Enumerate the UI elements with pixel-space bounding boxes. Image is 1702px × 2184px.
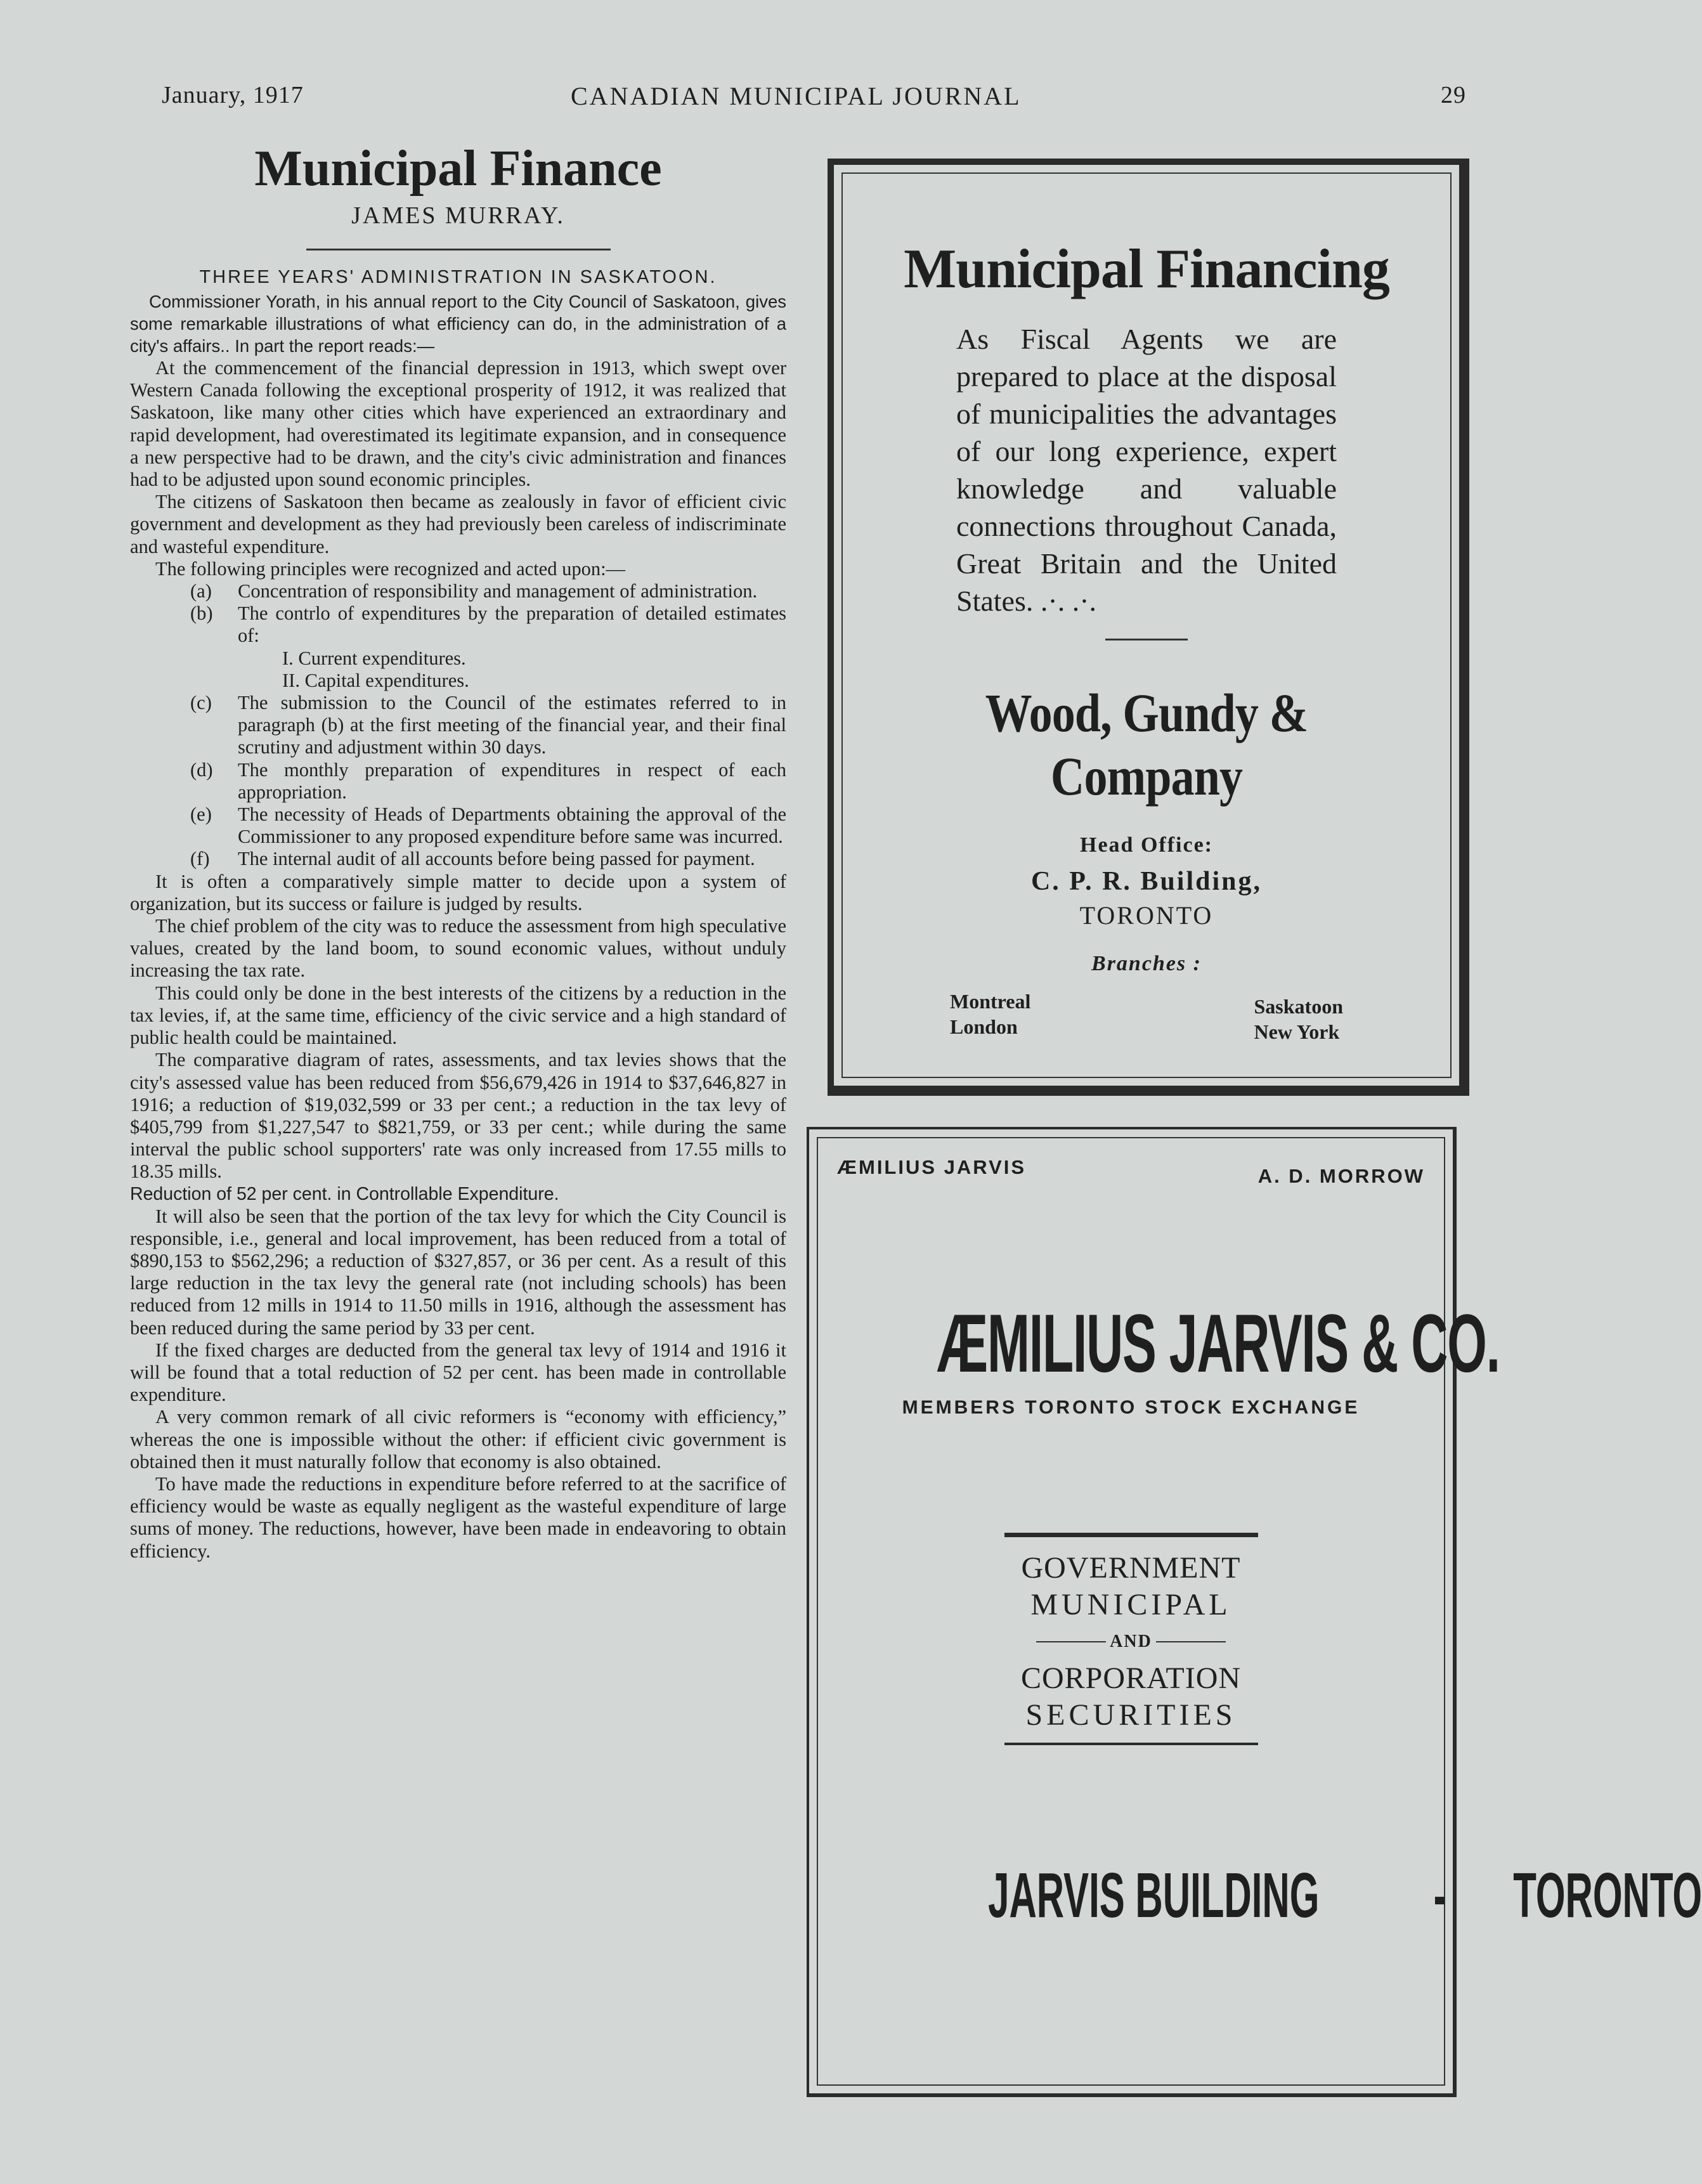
list-item: (d) The monthly preparation of expenditures in respect of each appropriation. [190, 758, 786, 803]
branch-item: Montreal [950, 990, 1031, 1013]
branch-item: Saskatoon [1254, 995, 1343, 1018]
paragraph-10: A very common remark of all civic reformers is “economy with efficiency,” whereas the one is impossible without the other: if efficient civic government is obtained then it must naturally follow that economy is also obtained. [130, 1406, 786, 1472]
article-author: JAMES MURRAY. [351, 202, 565, 229]
list-item: (c) The submission to the Council of the estimates referred to in paragraph (b) at the first meeting of the financial year, and their final scrutiny and adjustment within 30 days. [190, 692, 786, 758]
header-date: January, 1917 [162, 82, 304, 108]
article-title: Municipal Finance [254, 141, 662, 197]
company-name: Wood, Gundy & Company [985, 682, 1308, 807]
paragraph-6: This could only be done in the best interests of the citizens by a reduction in the tax levies, if, at the same time, efficiency of the civic service and a high standard of public health could be maintained. [130, 982, 786, 1049]
title-rule [306, 249, 611, 250]
partner-name-right: A. D. MORROW [1257, 1165, 1425, 1187]
branches-label: Branches : [1091, 952, 1202, 975]
ad-inner-border [841, 172, 1452, 1078]
building-name: JARVIS BUILDING [987, 1860, 1319, 1931]
ad-heading: Municipal Financing [904, 238, 1389, 300]
article-column [130, 140, 786, 1563]
list-item: (b) The contrlo of expenditures by the preparation of detailed estimates of: [190, 602, 786, 647]
list-item: (e) The necessity of Heads of Departments obtaining the approval of the Commissioner to any proposed expenditure before same was incurred. [190, 803, 786, 848]
head-office-city: TORONTO [1079, 901, 1214, 930]
securities-line: MUNICIPAL [1030, 1588, 1231, 1622]
partner-name-left: ÆMILIUS JARVIS [837, 1156, 1027, 1178]
journal-title: CANADIAN MUNICIPAL JOURNAL [571, 82, 1022, 110]
securities-block [818, 1550, 1444, 1734]
sub-item: I. Current expenditures. [282, 647, 466, 669]
branches-list [950, 989, 1343, 1044]
partner-names [818, 1138, 1444, 1188]
building-city: TORONTO [1513, 1860, 1702, 1931]
securities-line: GOVERNMENT [1021, 1551, 1241, 1585]
firm-name: ÆMILIUS JARVIS & CO. [937, 1297, 1500, 1389]
list-item: (a) Concentration of responsibility and management of administration. [190, 580, 758, 602]
paragraph-2: The citizens of Saskatoon then became as zealously in favor of efficient civic government and development as they had previously been careless of indiscriminate and wasteful expenditure. [130, 491, 786, 557]
branches-left [950, 989, 1030, 1044]
paragraph-11: To have made the reductions in expenditure before referred to at the sacrifice of efficiency would be waste as equally negligent as the wasteful expenditure of large sums of money. The reductions, however, have been made in endeavoring to obtain efficiency. [130, 1472, 786, 1562]
securities-and: AND [818, 1623, 1444, 1660]
list-item: (f) The internal audit of all accounts before being passed for payment. [190, 848, 755, 870]
jarvis-advertisement [807, 1127, 1702, 2097]
branches-right [1254, 994, 1344, 1044]
section-heading: THREE YEARS' ADMINISTRATION IN SASKATOON. [199, 267, 717, 287]
paragraph-8: It will also be seen that the portion of the tax levy for which the City Council is responsible, i.e., general and local improvement, has been reduced from a total of $890,153 to $562,296; a reduction of $327,857, or 36 per cent. As a result of this large reduction in the tax levy the general rate (not including schools) has been reduced from 12 mills in 1914 to 11.50 mills in 1916, although the assessment has been reduced during the same period by 33 per cent. [130, 1205, 786, 1339]
building-dash: - [1433, 1860, 1446, 1931]
paragraph-1: At the commencement of the financial depression in 1913, which swept over Western Canada following the exceptional prosperity of 1912, it was realized that Saskatoon, like many other cities which have experienced an extraordinary and rapid development, had overestimated its legitimate expansion, and in consequence a new perspective had to be drawn, and the city's civic administration and finances had to be adjusted upon sound economic principles. [130, 357, 786, 491]
rule-top [1004, 1533, 1258, 1537]
subheading: Reduction of 52 per cent. in Controllable Expenditure. [130, 1183, 559, 1204]
branch-item: New York [1254, 1020, 1340, 1043]
securities-line: CORPORATION [1020, 1661, 1242, 1695]
paragraph-5: The chief problem of the city was to reduce the assessment from high speculative values, created by the land boom, to sound economic values, without unduly increasing the tax rate. [130, 915, 786, 982]
securities-line: SECURITIES [1025, 1698, 1237, 1732]
paragraph-3: The following principles were recognized and acted upon:— [155, 557, 626, 580]
paragraph-7: The comparative diagram of rates, assessments, and tax levies shows that the city's assessed value has been reduced from $56,679,426 in 1914 to $37,646,827 in 1916; a reduction of $19,032,599 or 33 per cent.; a reduction in the tax levy of $405,799 from $1,227,547 to $821,759, or 33 per cent.; while during the same interval the public school supporters' rate was only increased from 17.55 mills to 18.35 mills. [130, 1049, 786, 1183]
building-address [878, 1859, 1702, 1932]
head-office-building: C. P. R. Building, [1030, 867, 1263, 896]
ad-inner-border [817, 1137, 1702, 2086]
sub-item: II. Capital expenditures. [282, 669, 469, 691]
paragraph-4: It is often a comparatively simple matter to decide upon a system of organization, but its success or failure is judged by results. [130, 870, 786, 914]
paragraph-9: If the fixed charges are deducted from the general tax levy of 1914 and 1916 it will be found that a total reduction of 52 per cent. has been made in controllable expenditure. [130, 1339, 786, 1406]
ad-separator [1105, 639, 1188, 640]
branch-item: London [950, 1015, 1018, 1038]
head-office-label: Head Office: [1080, 833, 1213, 857]
page-number: 29 [1441, 82, 1466, 108]
principles-list [130, 580, 786, 871]
lead-paragraph: Commissioner Yorath, in his annual report to the City Council of Saskatoon, gives some remarkable illustrations of what efficiency can do, in the administration of a city's affairs.. In part the report reads:— [130, 292, 786, 356]
exchange-membership: MEMBERS TORONTO STOCK EXCHANGE [902, 1397, 1360, 1418]
wood-gundy-advertisement [828, 159, 1469, 1096]
rule-bottom [1004, 1743, 1258, 1745]
ad-body-text: As Fiscal Agents we are prepared to place at the disposal of municipalities the advantages of our long experience, expert knowledge and valuable connections throughout Canada, Great Britain and the United States. .·. .·. [956, 323, 1337, 617]
